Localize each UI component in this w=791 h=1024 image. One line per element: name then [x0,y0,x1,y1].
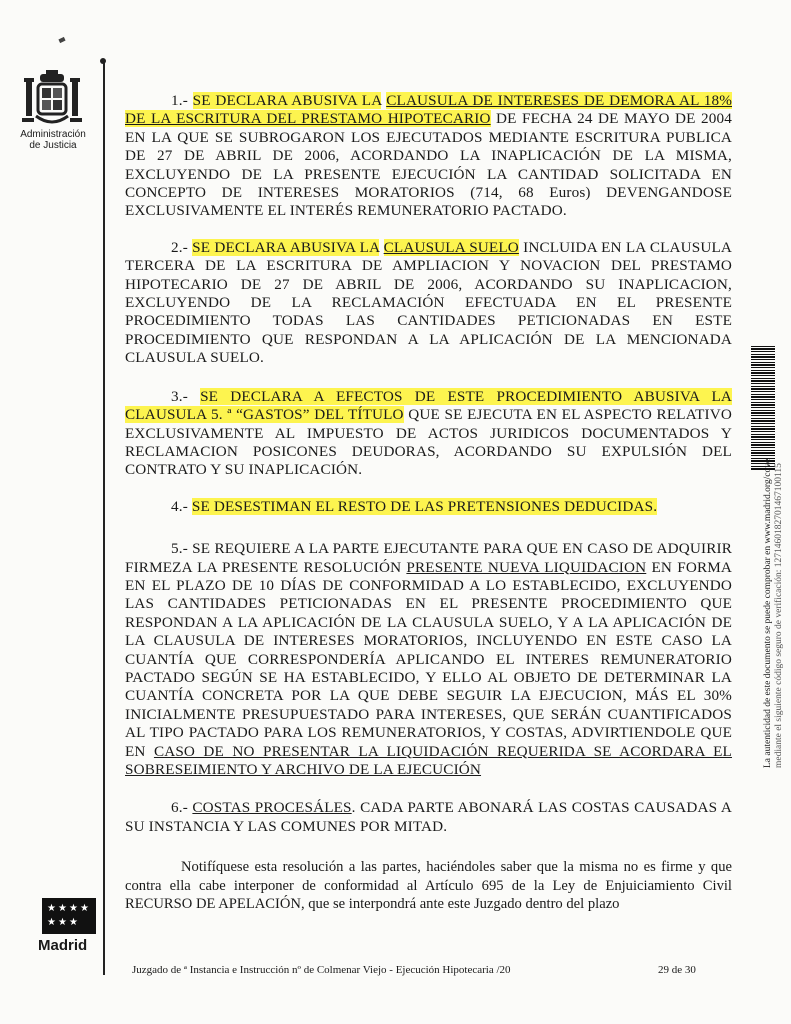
p2-highlight-1: SE DECLARA ABUSIVA LA [192,238,380,256]
p5-underline-1: PRESENTE NUEVA LIQUIDACION [406,558,647,576]
margin-line [103,60,105,975]
document-body [125,92,732,913]
p1-highlight-2: CLAUSULA DE INTERESES DE DEMORA AL 18% DE LA ESCRITURA DEL PRESTAMO HIPOTECARIO [125,92,732,128]
coat-of-arms-icon [22,70,82,132]
paragraph-4 [125,498,732,516]
p1-number: 1.- [171,92,188,109]
p5-number: 5.- [171,540,188,558]
footer-page-number: 29 de 30 [658,964,696,976]
p6-text: . CADA PARTE ABONARÁ LAS COSTAS CAUSADAS A SU INSTANCIA Y LAS COMUNES POR MITAD. [125,799,732,835]
paragraph-5 [125,540,732,779]
p3-number: 3.- [171,387,188,405]
p4-number: 4.- [171,497,188,515]
paragraph-6 [125,799,732,836]
madrid-flag-icon: ★ ★ ★ ★ ★ ★ ★ [42,898,96,934]
p2-number: 2.- [171,238,188,256]
verification-note [763,459,785,768]
p2-highlight-2: CLAUSULA SUELO [383,238,519,256]
footer-court: Juzgado de ª Instancia e Instrucción nº de Colmenar Viejo - Ejecución Hipotecaria /20 [132,964,511,976]
admin-line1: Administración [20,129,86,140]
p5-text-a: SE REQUIERE A LA PARTE EJECUTANTE PARA QUE EN CASO DE ADQUIRIR FIRMEZA LA PRESENTE RESOLUCIÓN [125,540,732,576]
administration-label [15,129,91,151]
admin-line2: de Justicia [29,140,77,151]
p6-underline: COSTAS PROCESÁLES [192,799,352,817]
p4-highlight: SE DESESTIMAN EL RESTO DE LAS PRETENSIONES DEDUCIDAS. [191,497,658,515]
p5-text-b: EN FORMA EN EL PLAZO DE 10 DÍAS DE CONFORMIDAD A LO ESTABLECIDO, EXCLUYENDO LAS CANTIDADES PETICIONADAS EN EL PRESENTE PROCEDIMIENTO QUE RESPONDAN A LA APLICACIÓN DE LA CLAUSULA SUELO, Y A LA APLICACIÓN DE LA CLAUSULA DE INTERESES MORATORIOS, INCLUYENDO EN ESTE CASO LA CUANTÍA QUE CORRESPONDERÍA APLICANDO EL INTERES REMUNERATORIO PACTADO SEGÚN SE HA ESTABLECIDO, Y ELLO AL OBJETO DE DETERMINAR LA CUANTÍA CONCRETA POR LA QUE DEBE SEGUIR LA EJECUCION, MÁS EL 30% INICIALMENTE PRESUPUESTADO PARA INTERESES, QUE SERÁN CUANTIFICADOS AL TIPO PACTADO PARA LOS REMUNERATORIOS, Y COSTAS, ADVIRTIENDOLE QUE EN [125,558,733,760]
p6-number: 6.- [171,799,188,817]
p3-text: QUE SE EJECUTA EN EL ASPECTO RELATIVO EXCLUSIVAMENTE AL IMPUESTO DE ACTOS JURIDICOS DOCUMENTADOS Y RECLAMACION POSICONES DEUDORAS, ACORDANDO SU EXPULSIÓN DEL CONTRATO Y SU INAPLICACIÓN. [125,406,732,479]
paragraph-1 [125,92,732,221]
p1-highlight-1: SE DECLARA ABUSIVA LA [192,92,382,109]
stray-mark [58,37,65,43]
notification-text: Notifíquese esta resolución a las partes, haciéndoles saber que la misma no es firme y que contra ella cabe interponer de conformidad al Artículo 695 de la Ley de Enjuiciamiento Civil RECURSO DE APELACIÓN, que se interpondrá ante este Juzgado dentro del plazo [125,859,732,913]
paragraph-3 [125,388,732,480]
verification-line1: La autenticidad de este documento se puede comprobar en www.madrid.org/cove [763,458,773,768]
p3-highlight: SE DECLARA A EFECTOS DE ESTE PROCEDIMIENTO ABUSIVA LA CLAUSULA 5. ª “GASTOS” DEL TÍTULO [125,387,732,424]
barcode-icon [751,346,775,470]
notification-paragraph [125,858,732,913]
madrid-label: Madrid [38,937,88,954]
p5-underline-2: CASO DE NO PRESENTAR LA LIQUIDACIÓN REQUERIDA SE ACORDARA EL SOBRESEIMIENTO Y ARCHIVO DE LA EJECUCIÓN [125,742,732,778]
p1-text: DE FECHA 24 DE MAYO DE 2004 EN LA QUE SE SUBROGARON LOS EJECUTADOS MEDIANTE ESCRITURA PUBLICA DE 27 DE ABRIL DE 2006, ACORDANDO LA INAPLICACIÓN DE LA MISMA, EXCLUYENDO DE LA PRESENTE EJECUCIÓN LA CANTIDAD SOLICITADA EN CONCEPTO DE INTERESES MORATORIOS (714, 68 Euros) DEVENGANDOSE EXCLUSIVAMENTE EL INTERÉS REMUNERATORIO PACTADO. [125,110,733,220]
paragraph-2 [125,239,732,368]
p2-text: INCLUIDA EN LA CLAUSULA TERCERA DE LA ESCRITURA DE AMPLIACION Y NOVACION DEL PRESTAMO HIPOTECARIO DE 27 DE ABRIL DE 2006, ACORDANDO SU INAPLICACION, EXCLUYENDO DE LA RECLAMACIÓN EFECTUADA EN EL PRESENTE PROCEDIMIENTO TODAS LAS CANTIDADES PETICIONADAS EN ESTE PROCEDIMIENTO QUE RESPONDAN A LA APLICACIÓN DE LA MENCIONADA CLAUSULA SUELO. [125,238,733,367]
verification-line2: mediante el siguiente código seguro de verificación: 1271460182701467100115 [774,463,784,768]
